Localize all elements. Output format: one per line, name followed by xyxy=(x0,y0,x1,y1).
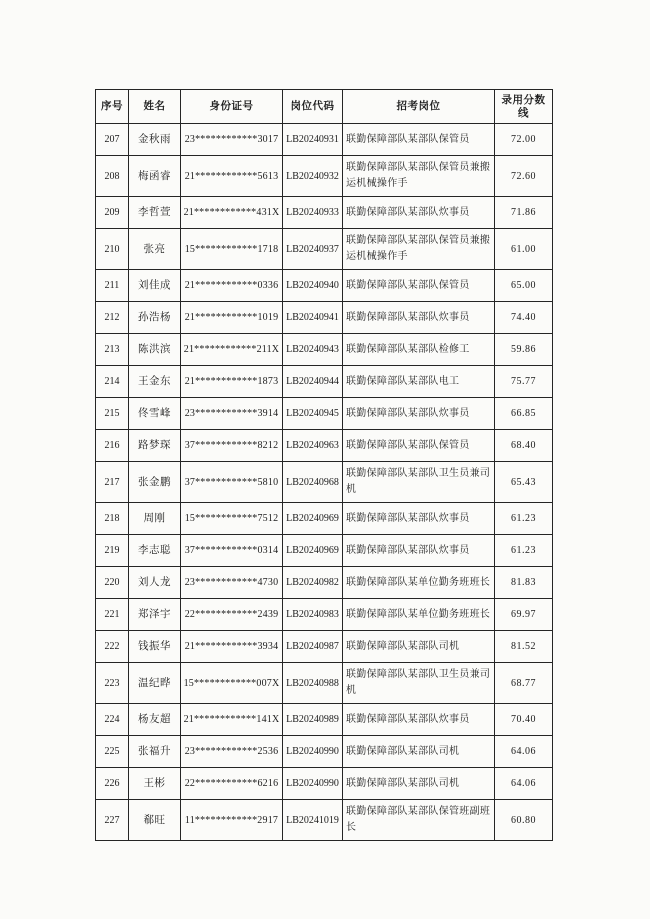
table-row xyxy=(96,768,553,800)
cell-serial-number: 209 xyxy=(96,197,129,229)
cell-candidate-name: 郗旺 xyxy=(129,800,181,841)
cell-serial-number: 218 xyxy=(96,503,129,535)
cell-id-number: 15************1718 xyxy=(181,229,283,270)
table-row xyxy=(96,302,553,334)
cell-recruit-position: 联勤保障部队某部队司机 xyxy=(343,631,495,663)
cell-score-line: 60.80 xyxy=(495,800,553,841)
table-row xyxy=(96,599,553,631)
cell-serial-number: 220 xyxy=(96,567,129,599)
cell-serial-number: 219 xyxy=(96,535,129,567)
cell-recruit-position: 联勤保障部队某部队保管员 xyxy=(343,270,495,302)
cell-recruit-position: 联勤保障部队某部队保管员兼搬运机械操作手 xyxy=(343,229,495,270)
cell-id-number: 21************1019 xyxy=(181,302,283,334)
cell-position-code: LB20240987 xyxy=(283,631,343,663)
cell-id-number: 22************2439 xyxy=(181,599,283,631)
cell-score-line: 65.43 xyxy=(495,462,553,503)
table-row xyxy=(96,663,553,704)
cell-candidate-name: 杨友超 xyxy=(129,704,181,736)
cell-candidate-name: 路梦琛 xyxy=(129,430,181,462)
cell-candidate-name: 梅函睿 xyxy=(129,156,181,197)
cell-recruit-position: 联勤保障部队某部队炊事员 xyxy=(343,197,495,229)
cell-score-line: 69.97 xyxy=(495,599,553,631)
cell-position-code: LB20240943 xyxy=(283,334,343,366)
table-row xyxy=(96,535,553,567)
cell-serial-number: 222 xyxy=(96,631,129,663)
cell-id-number: 23************3914 xyxy=(181,398,283,430)
cell-candidate-name: 金秋雨 xyxy=(129,124,181,156)
cell-id-number: 37************5810 xyxy=(181,462,283,503)
cell-recruit-position: 联勤保障部队某部队司机 xyxy=(343,768,495,800)
cell-serial-number: 216 xyxy=(96,430,129,462)
cell-position-code: LB20240968 xyxy=(283,462,343,503)
table-row xyxy=(96,462,553,503)
cell-position-code: LB20240989 xyxy=(283,704,343,736)
cell-id-number: 23************4730 xyxy=(181,567,283,599)
cell-position-code: LB20240990 xyxy=(283,736,343,768)
cell-score-line: 70.40 xyxy=(495,704,553,736)
cell-position-code: LB20240969 xyxy=(283,535,343,567)
cell-position-code: LB20240969 xyxy=(283,503,343,535)
cell-recruit-position: 联勤保障部队某部队炊事员 xyxy=(343,535,495,567)
cell-serial-number: 224 xyxy=(96,704,129,736)
header-recruit-position: 招考岗位 xyxy=(343,90,495,124)
cell-id-number: 37************0314 xyxy=(181,535,283,567)
cell-score-line: 61.00 xyxy=(495,229,553,270)
table-header-row xyxy=(96,90,553,124)
table-row xyxy=(96,704,553,736)
cell-position-code: LB20240937 xyxy=(283,229,343,270)
cell-candidate-name: 佟雪峰 xyxy=(129,398,181,430)
cell-recruit-position: 联勤保障部队某部队炊事员 xyxy=(343,503,495,535)
cell-position-code: LB20240982 xyxy=(283,567,343,599)
cell-serial-number: 212 xyxy=(96,302,129,334)
cell-id-number: 21************141X xyxy=(181,704,283,736)
table-row xyxy=(96,197,553,229)
table-row xyxy=(96,631,553,663)
cell-position-code: LB20240990 xyxy=(283,768,343,800)
cell-serial-number: 211 xyxy=(96,270,129,302)
cell-score-line: 81.83 xyxy=(495,567,553,599)
cell-candidate-name: 张亮 xyxy=(129,229,181,270)
cell-recruit-position: 联勤保障部队某单位勤务班班长 xyxy=(343,599,495,631)
cell-recruit-position: 联勤保障部队某部队卫生员兼司机 xyxy=(343,462,495,503)
cell-score-line: 81.52 xyxy=(495,631,553,663)
table-row xyxy=(96,736,553,768)
cell-score-line: 59.86 xyxy=(495,334,553,366)
cell-id-number: 11************2917 xyxy=(181,800,283,841)
cell-position-code: LB20240932 xyxy=(283,156,343,197)
cell-position-code: LB20240945 xyxy=(283,398,343,430)
cell-serial-number: 215 xyxy=(96,398,129,430)
cell-position-code: LB20240983 xyxy=(283,599,343,631)
cell-candidate-name: 温纪晔 xyxy=(129,663,181,704)
cell-serial-number: 214 xyxy=(96,366,129,398)
cell-candidate-name: 陈洪滨 xyxy=(129,334,181,366)
cell-candidate-name: 王金东 xyxy=(129,366,181,398)
cell-candidate-name: 王彬 xyxy=(129,768,181,800)
cell-recruit-position: 联勤保障部队某部队电工 xyxy=(343,366,495,398)
cell-score-line: 68.40 xyxy=(495,430,553,462)
cell-id-number: 21************5613 xyxy=(181,156,283,197)
header-position-code: 岗位代码 xyxy=(283,90,343,124)
cell-recruit-position: 联勤保障部队某部队保管员 xyxy=(343,430,495,462)
table-row xyxy=(96,156,553,197)
cell-recruit-position: 联勤保障部队某部队卫生员兼司机 xyxy=(343,663,495,704)
cell-candidate-name: 李哲萱 xyxy=(129,197,181,229)
cell-recruit-position: 联勤保障部队某部队司机 xyxy=(343,736,495,768)
table-row xyxy=(96,800,553,841)
cell-candidate-name: 李志聪 xyxy=(129,535,181,567)
cell-position-code: LB20240941 xyxy=(283,302,343,334)
cell-id-number: 21************0336 xyxy=(181,270,283,302)
cell-id-number: 23************3017 xyxy=(181,124,283,156)
cell-position-code: LB20240931 xyxy=(283,124,343,156)
table-row xyxy=(96,334,553,366)
cell-serial-number: 213 xyxy=(96,334,129,366)
cell-serial-number: 210 xyxy=(96,229,129,270)
table-row xyxy=(96,398,553,430)
cell-score-line: 68.77 xyxy=(495,663,553,704)
cell-position-code: LB20241019 xyxy=(283,800,343,841)
cell-candidate-name: 刘人龙 xyxy=(129,567,181,599)
cell-score-line: 72.60 xyxy=(495,156,553,197)
cell-candidate-name: 郑泽宇 xyxy=(129,599,181,631)
cell-id-number: 21************3934 xyxy=(181,631,283,663)
cell-recruit-position: 联勤保障部队某部队保管员 xyxy=(343,124,495,156)
cell-serial-number: 225 xyxy=(96,736,129,768)
cell-score-line: 72.00 xyxy=(495,124,553,156)
cell-serial-number: 227 xyxy=(96,800,129,841)
cell-candidate-name: 周刚 xyxy=(129,503,181,535)
cell-position-code: LB20240988 xyxy=(283,663,343,704)
cell-position-code: LB20240933 xyxy=(283,197,343,229)
table-row xyxy=(96,229,553,270)
cell-score-line: 74.40 xyxy=(495,302,553,334)
cell-recruit-position: 联勤保障部队某部队炊事员 xyxy=(343,398,495,430)
cell-recruit-position: 联勤保障部队某部队炊事员 xyxy=(343,704,495,736)
cell-recruit-position: 联勤保障部队某部队炊事员 xyxy=(343,302,495,334)
table-row xyxy=(96,503,553,535)
cell-score-line: 65.00 xyxy=(495,270,553,302)
cell-recruit-position: 联勤保障部队某单位勤务班班长 xyxy=(343,567,495,599)
cell-id-number: 21************211X xyxy=(181,334,283,366)
cell-id-number: 23************2536 xyxy=(181,736,283,768)
cell-score-line: 61.23 xyxy=(495,503,553,535)
cell-recruit-position: 联勤保障部队某部队检修工 xyxy=(343,334,495,366)
table-body xyxy=(96,124,553,841)
cell-candidate-name: 孙浩杨 xyxy=(129,302,181,334)
cell-score-line: 66.85 xyxy=(495,398,553,430)
cell-score-line: 64.06 xyxy=(495,768,553,800)
table-row xyxy=(96,567,553,599)
header-name: 姓名 xyxy=(129,90,181,124)
cell-serial-number: 223 xyxy=(96,663,129,704)
header-serial: 序号 xyxy=(96,90,129,124)
cell-serial-number: 221 xyxy=(96,599,129,631)
cell-candidate-name: 张金鹏 xyxy=(129,462,181,503)
cell-serial-number: 208 xyxy=(96,156,129,197)
cell-serial-number: 207 xyxy=(96,124,129,156)
recruitment-score-table xyxy=(95,89,553,841)
cell-id-number: 21************1873 xyxy=(181,366,283,398)
cell-score-line: 71.86 xyxy=(495,197,553,229)
table-row xyxy=(96,270,553,302)
cell-recruit-position: 联勤保障部队某部队保管员兼搬运机械操作手 xyxy=(343,156,495,197)
cell-id-number: 37************8212 xyxy=(181,430,283,462)
cell-candidate-name: 刘佳成 xyxy=(129,270,181,302)
cell-serial-number: 226 xyxy=(96,768,129,800)
table-row xyxy=(96,366,553,398)
cell-score-line: 75.77 xyxy=(495,366,553,398)
table-row xyxy=(96,124,553,156)
cell-recruit-position: 联勤保障部队某部队保管班副班长 xyxy=(343,800,495,841)
header-score-line: 录用分数线 xyxy=(495,90,553,124)
table-row xyxy=(96,430,553,462)
cell-serial-number: 217 xyxy=(96,462,129,503)
cell-id-number: 15************007X xyxy=(181,663,283,704)
cell-id-number: 22************6216 xyxy=(181,768,283,800)
cell-candidate-name: 钱振华 xyxy=(129,631,181,663)
cell-position-code: LB20240940 xyxy=(283,270,343,302)
cell-id-number: 21************431X xyxy=(181,197,283,229)
cell-score-line: 64.06 xyxy=(495,736,553,768)
cell-id-number: 15************7512 xyxy=(181,503,283,535)
cell-position-code: LB20240963 xyxy=(283,430,343,462)
cell-position-code: LB20240944 xyxy=(283,366,343,398)
cell-candidate-name: 张福升 xyxy=(129,736,181,768)
cell-score-line: 61.23 xyxy=(495,535,553,567)
header-id-number: 身份证号 xyxy=(181,90,283,124)
